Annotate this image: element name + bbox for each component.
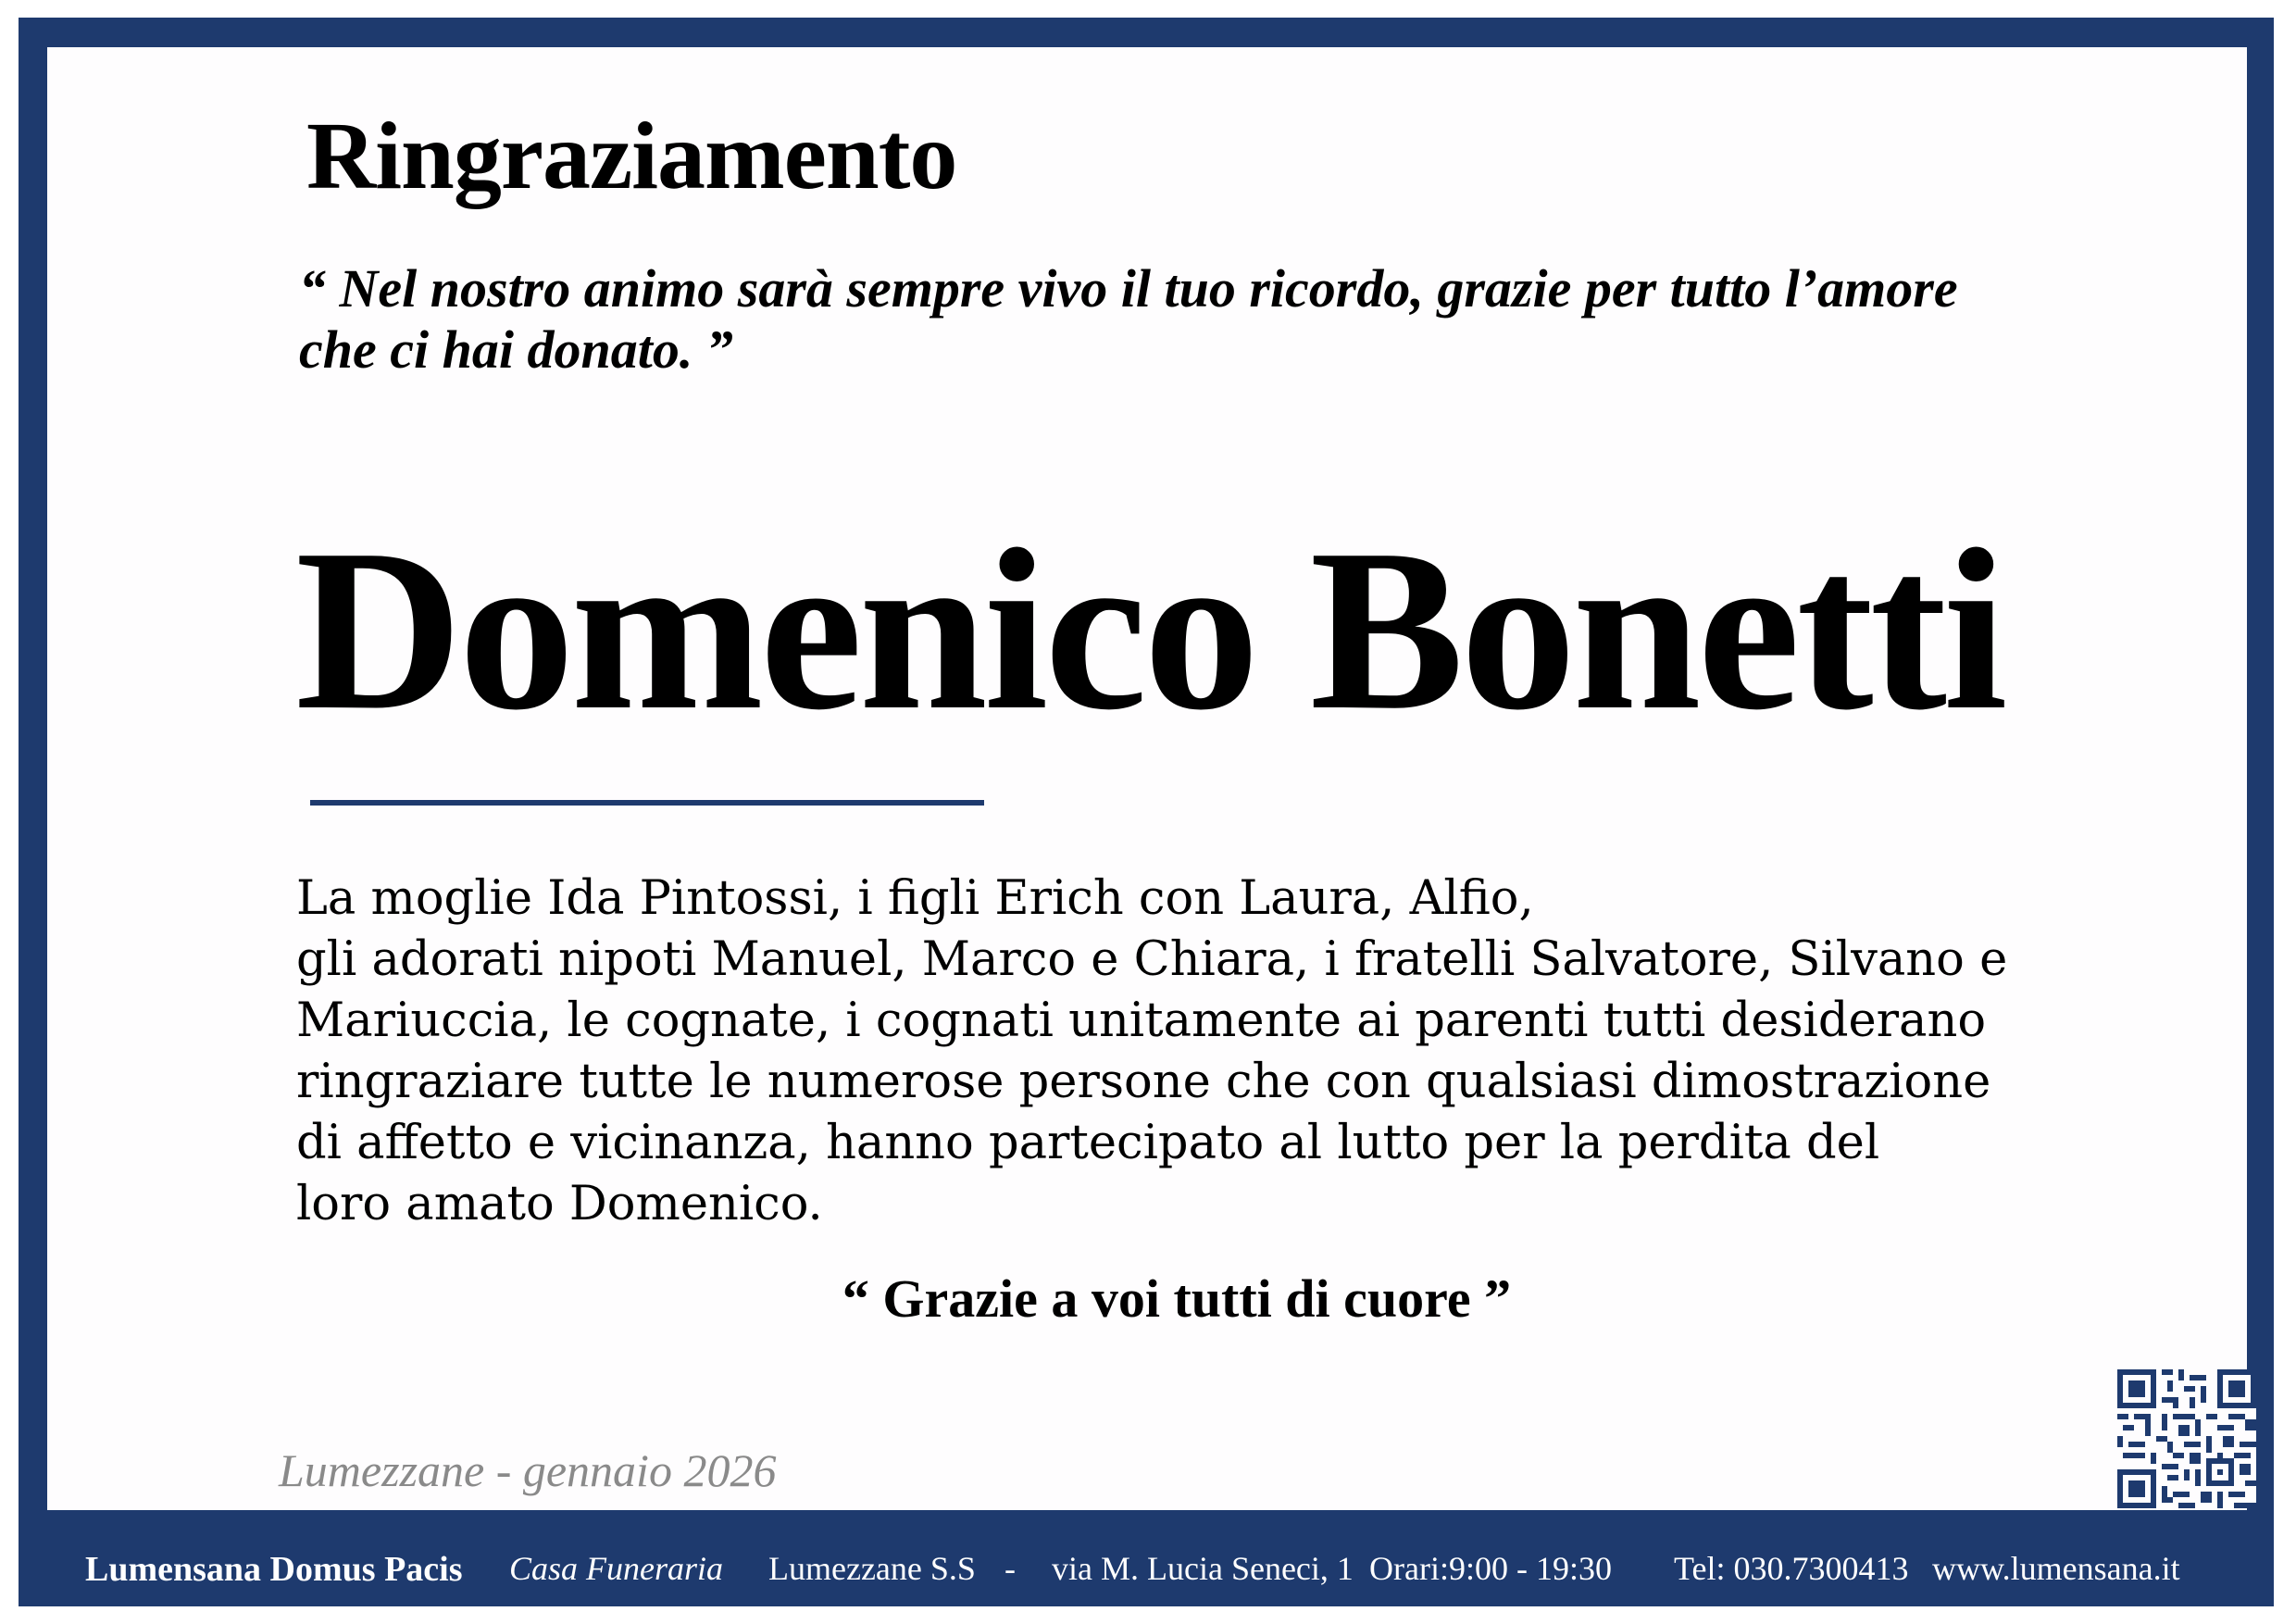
- opening-quote: [299, 258, 2058, 381]
- opening-quote-line: che ci hai donato. ”: [299, 319, 733, 380]
- footer-website-link[interactable]: www.lumensana.it: [1932, 1550, 2180, 1587]
- closing-thanks: “ Grazie a voi tutti di cuore ”: [842, 1268, 1512, 1329]
- message-line: di affetto e vicinanza, hanno partecipato al lutto per la perdita del: [296, 1116, 1880, 1170]
- opening-quote-line: “ Nel nostro animo sarà sempre vivo il tuo ricordo, grazie per tutto l’amore: [299, 258, 1958, 319]
- footer-phone: Tel: 030.7300413: [1674, 1550, 1909, 1587]
- message-line: La moglie Ida Pintossi, i figli Erich con Laura, Alfio,: [296, 871, 1534, 926]
- thanks-message: [296, 868, 2129, 1235]
- footer-subtitle: Casa Funeraria: [509, 1550, 724, 1587]
- footer-city: Lumezzane S.S: [768, 1550, 976, 1587]
- divider-rule: [310, 800, 984, 806]
- qr-code-icon[interactable]: [2117, 1369, 2256, 1508]
- deceased-name: Domenico Bonetti: [295, 502, 2004, 758]
- notice-frame: [19, 18, 2274, 1606]
- footer-address: via M. Lucia Seneci, 1: [1052, 1550, 1354, 1587]
- message-line: loro amato Domenico.: [296, 1177, 823, 1231]
- notice-heading: Ringraziamento: [306, 103, 957, 209]
- message-line: Mariuccia, le cognate, i cognati unitamente ai parenti tutti desiderano: [296, 993, 1987, 1048]
- footer-brand: Lumensana Domus Pacis: [85, 1550, 463, 1589]
- message-line: ringraziare tutte le numerose persone che con qualsiasi dimostrazione: [296, 1055, 1991, 1109]
- footer-hours: Orari:9:00 - 19:30: [1369, 1550, 1612, 1587]
- footer-separator: -: [1004, 1550, 1016, 1587]
- notice-panel: [47, 47, 2247, 1510]
- place-date: Lumezzane - gennaio 2026: [279, 1444, 777, 1496]
- message-line: gli adorati nipoti Manuel, Marco e Chiara, i fratelli Salvatore, Silvano e: [296, 932, 2008, 987]
- footer-bar: [19, 1527, 2274, 1606]
